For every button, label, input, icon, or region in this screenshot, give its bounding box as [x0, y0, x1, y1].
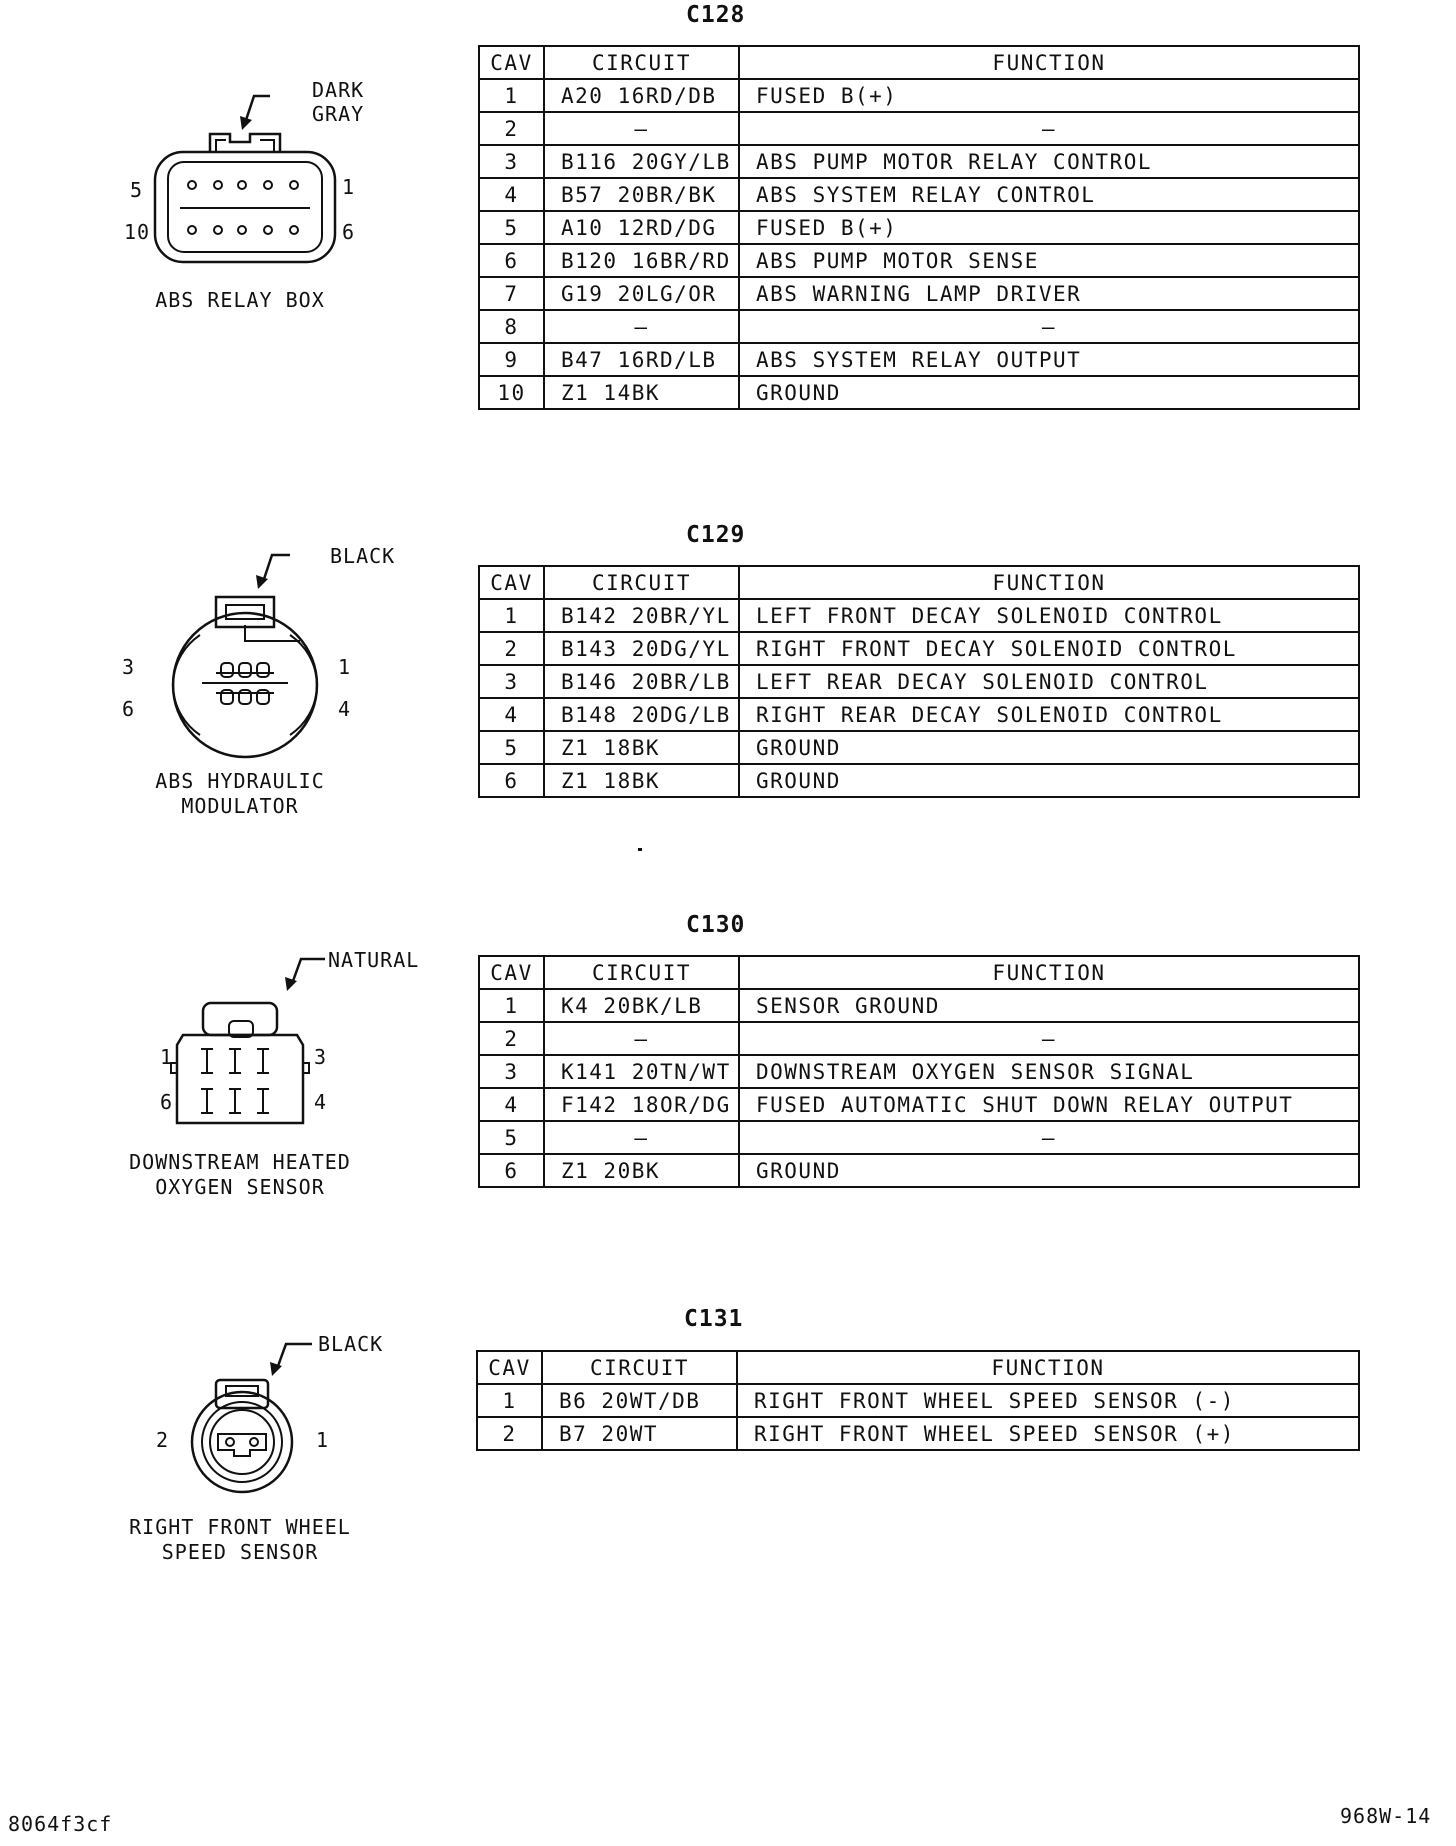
connector-name-line: DOWNSTREAM HEATED	[129, 1150, 351, 1174]
table-row	[479, 145, 1359, 178]
connector-title-c129: C129	[686, 522, 746, 548]
table-row	[479, 665, 1359, 698]
table-row	[479, 989, 1359, 1022]
abs-hydraulic-modulator-connector-icon	[160, 545, 330, 745]
connector-name-line: ABS HYDRAULIC	[155, 769, 325, 793]
pin-label: 4	[338, 697, 352, 721]
column-header-function: FUNCTION	[739, 566, 1359, 599]
column-header-cav: CAV	[479, 46, 544, 79]
circuit-cell: Z1 18BK	[544, 731, 739, 764]
circuit-cell: –	[544, 112, 739, 145]
function-cell: FUSED B(+)	[739, 79, 1359, 112]
circuit-cell: B116 20GY/LB	[544, 145, 739, 178]
cav-cell: 1	[477, 1384, 542, 1417]
table-row	[479, 211, 1359, 244]
circuit-cell: A20 16RD/DB	[544, 79, 739, 112]
cav-cell: 5	[479, 1121, 544, 1154]
table-row	[477, 1384, 1359, 1417]
pinout-table-c131	[476, 1350, 1360, 1451]
column-header-function: FUNCTION	[739, 46, 1359, 79]
pin-label: 1	[342, 175, 356, 199]
circuit-cell: –	[544, 1022, 739, 1055]
cav-cell: 8	[479, 310, 544, 343]
connector-title-c128: C128	[686, 2, 746, 28]
wheel-speed-sensor-connector-icon	[180, 1330, 340, 1480]
wire-color-line: BLACK	[318, 1332, 384, 1356]
cav-cell: 4	[479, 1088, 544, 1121]
wire-color-line: DARK	[312, 78, 365, 102]
circuit-cell: B47 16RD/LB	[544, 343, 739, 376]
function-cell: –	[739, 1121, 1359, 1154]
column-header-function: FUNCTION	[739, 956, 1359, 989]
cav-cell: 10	[479, 376, 544, 409]
table-row	[479, 178, 1359, 211]
table-row	[479, 1121, 1359, 1154]
cav-cell: 9	[479, 343, 544, 376]
function-cell: ABS WARNING LAMP DRIVER	[739, 277, 1359, 310]
cav-cell: 2	[477, 1417, 542, 1450]
function-cell: GROUND	[739, 731, 1359, 764]
table-row	[479, 698, 1359, 731]
table-row	[479, 244, 1359, 277]
function-cell: ABS SYSTEM RELAY OUTPUT	[739, 343, 1359, 376]
function-cell: GROUND	[739, 376, 1359, 409]
circuit-cell: B148 20DG/LB	[544, 698, 739, 731]
connector-name	[95, 1515, 385, 1565]
pinout-table-c129	[478, 565, 1360, 798]
table-header-row	[479, 956, 1359, 989]
function-cell: DOWNSTREAM OXYGEN SENSOR SIGNAL	[739, 1055, 1359, 1088]
cav-cell: 1	[479, 599, 544, 632]
table-header-row	[477, 1351, 1359, 1384]
column-header-cav: CAV	[477, 1351, 542, 1384]
footer-figure-id: 8064f3cf	[8, 1812, 113, 1836]
table-row	[479, 343, 1359, 376]
circuit-cell: G19 20LG/OR	[544, 277, 739, 310]
pin-label: 6	[122, 697, 136, 721]
cav-cell: 2	[479, 112, 544, 145]
cav-cell: 4	[479, 178, 544, 211]
function-cell: ABS PUMP MOTOR RELAY CONTROL	[739, 145, 1359, 178]
circuit-cell: B6 20WT/DB	[542, 1384, 737, 1417]
table-row	[479, 310, 1359, 343]
pin-label: 3	[314, 1045, 328, 1069]
circuit-cell: F142 18OR/DG	[544, 1088, 739, 1121]
table-row	[479, 277, 1359, 310]
cav-cell: 5	[479, 731, 544, 764]
table-row	[477, 1417, 1359, 1450]
function-cell: GROUND	[739, 764, 1359, 797]
function-cell: LEFT REAR DECAY SOLENOID CONTROL	[739, 665, 1359, 698]
circuit-cell: B146 20BR/LB	[544, 665, 739, 698]
pin-label: 6	[160, 1090, 174, 1114]
circuit-cell: B142 20BR/YL	[544, 599, 739, 632]
cav-cell: 1	[479, 79, 544, 112]
column-header-cav: CAV	[479, 956, 544, 989]
connector-name-line: SPEED SENSOR	[161, 1540, 319, 1564]
function-cell: RIGHT FRONT DECAY SOLENOID CONTROL	[739, 632, 1359, 665]
circuit-cell: –	[544, 1121, 739, 1154]
cav-cell: 2	[479, 1022, 544, 1055]
table-row	[479, 731, 1359, 764]
cav-cell: 6	[479, 244, 544, 277]
table-row	[479, 632, 1359, 665]
cav-cell: 3	[479, 1055, 544, 1088]
circuit-cell: K141 20TN/WT	[544, 1055, 739, 1088]
circuit-cell: Z1 18BK	[544, 764, 739, 797]
connector-name	[110, 769, 370, 819]
pin-label: 2	[156, 1428, 170, 1452]
column-header-function: FUNCTION	[737, 1351, 1359, 1384]
stray-mark	[638, 848, 642, 851]
table-header-row	[479, 566, 1359, 599]
circuit-cell: B57 20BR/BK	[544, 178, 739, 211]
footer-page-code: 968W-14	[1340, 1804, 1432, 1828]
pin-label: 3	[122, 655, 136, 679]
table-row	[479, 1022, 1359, 1055]
circuit-cell: B143 20DG/YL	[544, 632, 739, 665]
wire-color-line: NATURAL	[328, 948, 420, 972]
cav-cell: 3	[479, 665, 544, 698]
connector-title-c130: C130	[686, 912, 746, 938]
function-cell: GROUND	[739, 1154, 1359, 1187]
circuit-cell: Z1 14BK	[544, 376, 739, 409]
column-header-circuit: CIRCUIT	[544, 956, 739, 989]
connector-title-c131: C131	[684, 1306, 744, 1332]
column-header-circuit: CIRCUIT	[544, 46, 739, 79]
function-cell: –	[739, 1022, 1359, 1055]
cav-cell: 7	[479, 277, 544, 310]
function-cell: RIGHT FRONT WHEEL SPEED SENSOR (-)	[737, 1384, 1359, 1417]
cav-cell: 3	[479, 145, 544, 178]
wire-color-line: BLACK	[330, 544, 396, 568]
column-header-circuit: CIRCUIT	[544, 566, 739, 599]
function-cell: RIGHT FRONT WHEEL SPEED SENSOR (+)	[737, 1417, 1359, 1450]
pinout-table-c130	[478, 955, 1360, 1188]
table-row	[479, 376, 1359, 409]
table-row	[479, 79, 1359, 112]
function-cell: –	[739, 112, 1359, 145]
connector-name-line: ABS RELAY BOX	[155, 288, 325, 312]
table-row	[479, 599, 1359, 632]
circuit-cell: B120 16BR/RD	[544, 244, 739, 277]
function-cell: FUSED B(+)	[739, 211, 1359, 244]
function-cell: ABS SYSTEM RELAY CONTROL	[739, 178, 1359, 211]
circuit-cell: –	[544, 310, 739, 343]
function-cell: FUSED AUTOMATIC SHUT DOWN RELAY OUTPUT	[739, 1088, 1359, 1121]
connector-name-line: OXYGEN SENSOR	[155, 1175, 325, 1199]
cav-cell: 6	[479, 1154, 544, 1187]
column-header-cav: CAV	[479, 566, 544, 599]
circuit-cell: K4 20BK/LB	[544, 989, 739, 1022]
cav-cell: 5	[479, 211, 544, 244]
function-cell: –	[739, 310, 1359, 343]
table-row	[479, 112, 1359, 145]
connector-name	[95, 1150, 385, 1200]
pin-label: 5	[130, 178, 144, 202]
function-cell: RIGHT REAR DECAY SOLENOID CONTROL	[739, 698, 1359, 731]
connector-name-line: RIGHT FRONT WHEEL	[129, 1515, 351, 1539]
function-cell: ABS PUMP MOTOR SENSE	[739, 244, 1359, 277]
table-row	[479, 1088, 1359, 1121]
circuit-cell: A10 12RD/DG	[544, 211, 739, 244]
cav-cell: 4	[479, 698, 544, 731]
column-header-circuit: CIRCUIT	[542, 1351, 737, 1384]
pin-label: 1	[160, 1045, 174, 1069]
pin-label: 4	[314, 1090, 328, 1114]
table-header-row	[479, 46, 1359, 79]
function-cell: LEFT FRONT DECAY SOLENOID CONTROL	[739, 599, 1359, 632]
circuit-cell: Z1 20BK	[544, 1154, 739, 1187]
downstream-oxygen-sensor-connector-icon	[165, 945, 328, 1125]
pin-label: 1	[316, 1428, 330, 1452]
pin-label: 1	[338, 655, 352, 679]
table-row	[479, 764, 1359, 797]
wire-color-line: GRAY	[312, 102, 365, 126]
table-row	[479, 1055, 1359, 1088]
connector-name-line: MODULATOR	[181, 794, 299, 818]
cav-cell: 2	[479, 632, 544, 665]
circuit-cell: B7 20WT	[542, 1417, 737, 1450]
pin-label: 10	[124, 220, 151, 244]
function-cell: SENSOR GROUND	[739, 989, 1359, 1022]
cav-cell: 1	[479, 989, 544, 1022]
cav-cell: 6	[479, 764, 544, 797]
pin-label: 6	[342, 220, 356, 244]
table-row	[479, 1154, 1359, 1187]
pinout-table-c128	[478, 45, 1360, 410]
connector-name	[110, 288, 370, 313]
